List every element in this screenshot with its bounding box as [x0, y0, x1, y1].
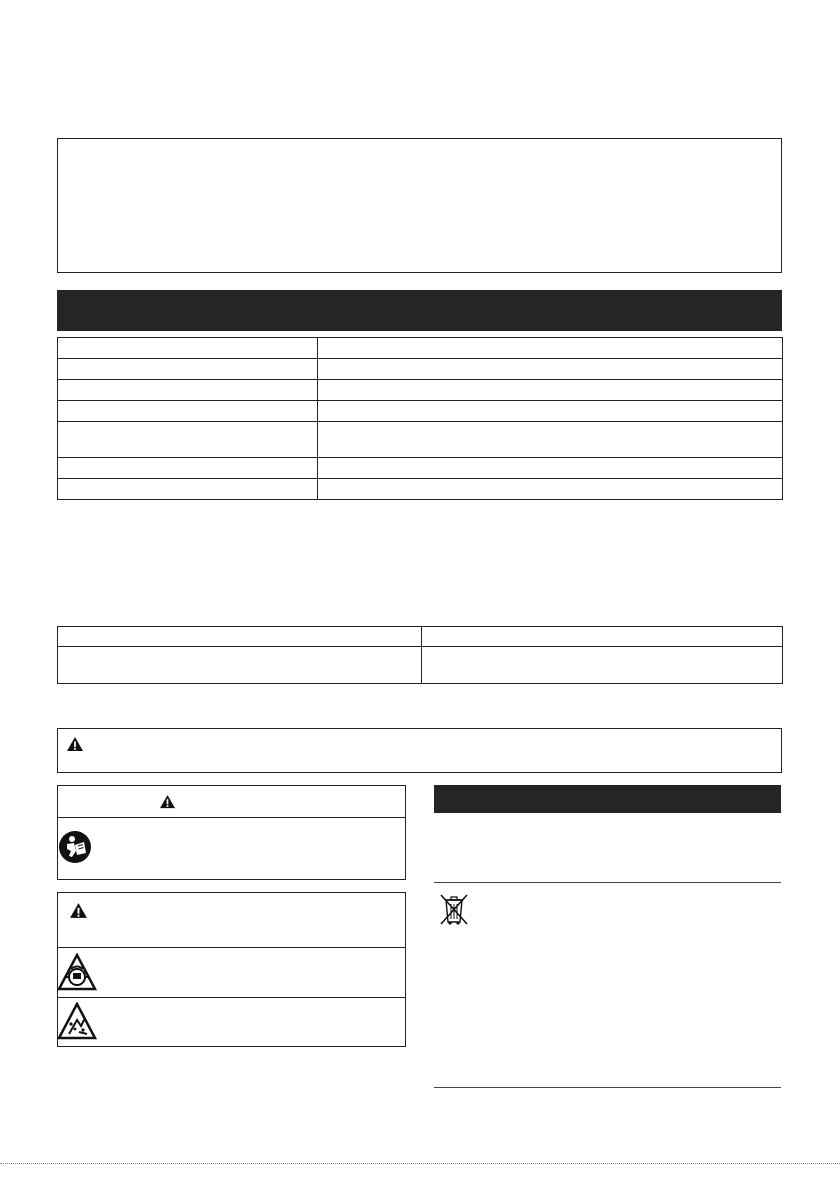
list-item — [58, 947, 405, 998]
table-row — [58, 479, 783, 500]
table-row — [58, 338, 783, 359]
ear-eye-protection-icon — [57, 953, 97, 991]
spec-label — [58, 359, 318, 380]
symbols-header-row — [58, 786, 405, 818]
general-warning-box — [57, 728, 782, 773]
spec-value — [318, 401, 783, 422]
secondary-cell-right — [422, 627, 783, 647]
read-manual-icon — [57, 829, 93, 865]
list-item — [58, 893, 405, 948]
warning-triangle-icon — [159, 794, 176, 809]
list-item — [58, 997, 405, 1047]
divider — [434, 882, 781, 883]
specifications-title — [57, 290, 782, 314]
specifications-table — [57, 337, 783, 500]
table-row — [58, 359, 783, 380]
table-row — [58, 458, 783, 479]
secondary-cell-left — [58, 627, 422, 647]
flying-debris-icon — [57, 1002, 97, 1040]
table-row — [58, 380, 783, 401]
crossed-bin-icon — [438, 892, 470, 926]
warning-triangle-icon — [69, 902, 88, 919]
page-bottom-rule — [0, 1163, 840, 1164]
spec-value — [318, 422, 783, 458]
spec-value — [318, 380, 783, 401]
secondary-cell-left — [58, 647, 422, 684]
specifications-header — [57, 290, 782, 331]
secondary-cell-right — [422, 647, 783, 684]
spec-label — [58, 380, 318, 401]
intro-box — [57, 138, 782, 273]
warning-list-box — [57, 892, 406, 1047]
spec-label — [58, 479, 318, 500]
disposal-section-header — [434, 785, 781, 813]
symbols-box — [57, 785, 406, 880]
spec-label — [58, 401, 318, 422]
intro-box-text — [58, 139, 781, 159]
spec-label — [58, 458, 318, 479]
table-row — [58, 627, 783, 647]
spec-value — [318, 458, 783, 479]
table-row — [58, 401, 783, 422]
spec-value — [318, 479, 783, 500]
spec-label — [58, 422, 318, 458]
secondary-table — [57, 626, 783, 684]
spec-value — [318, 338, 783, 359]
spec-value — [318, 359, 783, 380]
warning-triangle-icon — [66, 736, 84, 752]
table-row — [58, 422, 783, 458]
spec-label — [58, 338, 318, 359]
table-row — [58, 647, 783, 684]
divider — [434, 1087, 781, 1088]
disposal-section-title — [434, 785, 781, 799]
